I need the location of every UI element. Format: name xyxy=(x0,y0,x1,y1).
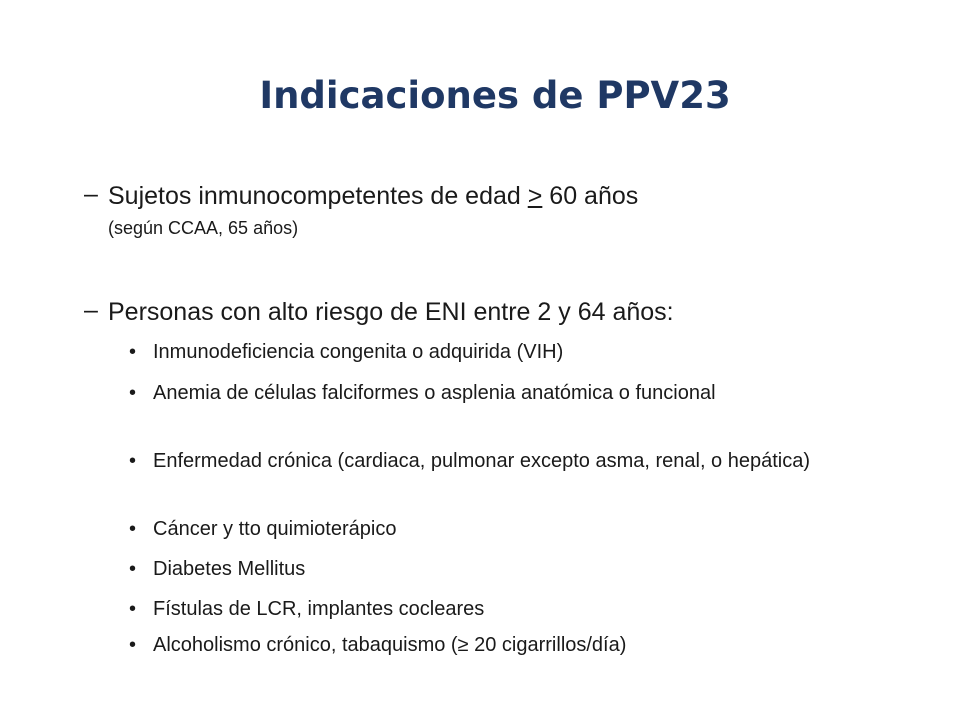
bullet-marker: • xyxy=(129,558,137,580)
item-note: (según CCAA, 65 años) xyxy=(108,218,299,238)
bullet-marker: • xyxy=(129,382,137,404)
bullet-marker: • xyxy=(129,634,137,656)
bullet-marker: • xyxy=(129,598,137,620)
item-main-text: Personas con alto riesgo de ENI entre 2 y 64 años: xyxy=(108,298,674,326)
bullet-marker: • xyxy=(129,518,137,540)
dash-marker: – xyxy=(84,180,98,208)
bullet-marker: • xyxy=(129,341,137,363)
sub-list-item: • Enfermedad crónica (cardiaca, pulmonar excepto asma, renal, o hepática) xyxy=(153,448,853,475)
dash-marker: – xyxy=(84,296,98,324)
greater-equal-symbol: > xyxy=(527,182,543,210)
item-main-text: Sujetos inmunocompetentes de edad > 60 años xyxy=(108,182,639,210)
list-item-inmunocompetentes xyxy=(84,180,868,240)
list-item-alto-riesgo xyxy=(84,296,868,328)
bullet-marker: • xyxy=(129,450,137,472)
sub-list-item: • Anemia de células falciformes o asplenia anatómica o funcional xyxy=(153,380,853,407)
sub-list-item: • Fístulas de LCR, implantes cocleares xyxy=(153,596,853,623)
sub-list-item: • Cáncer y tto quimioterápico xyxy=(153,516,853,543)
sub-list-item: • Inmunodeficiencia congenita o adquirida (VIH) xyxy=(153,339,853,366)
slide-title: Indicaciones de PPV23 xyxy=(259,74,731,117)
sub-list-item: • Diabetes Mellitus xyxy=(153,556,853,583)
sub-list-item: • Alcoholismo crónico, tabaquismo (≥ 20 cigarrillos/día) xyxy=(153,632,853,659)
